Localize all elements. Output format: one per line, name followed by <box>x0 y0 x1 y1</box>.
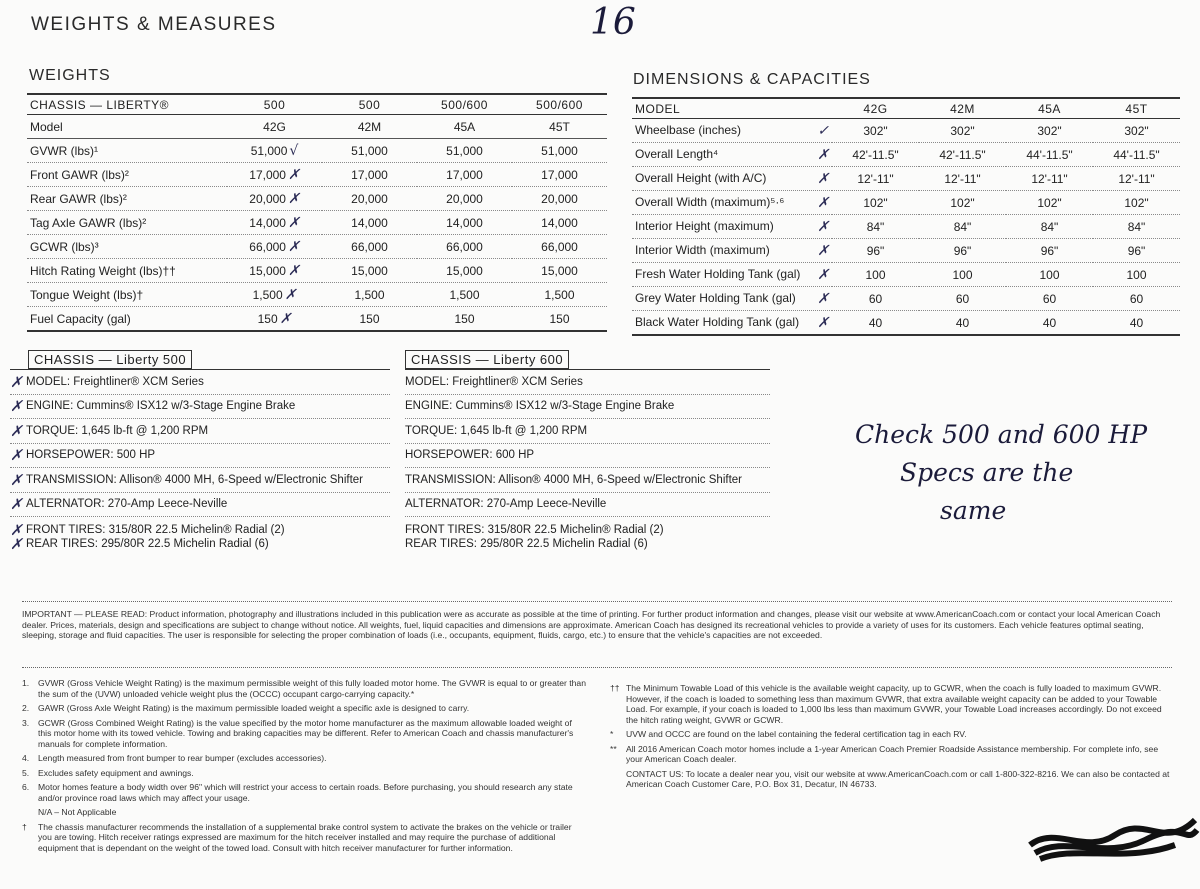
chassis-spec-text: MODEL: Freightliner® XCM Series <box>405 375 583 388</box>
table-cell: 84" <box>1093 215 1180 239</box>
table-cell <box>227 259 322 283</box>
table-cell: 12'-11" <box>919 167 1006 191</box>
footnote <box>610 744 1170 765</box>
footnote-text: Length measured from front bumper to rear bumper (excludes accessories). <box>38 753 327 763</box>
row-label-cell <box>632 311 832 336</box>
table-cell <box>512 163 607 187</box>
table-row <box>27 235 607 259</box>
footnote-key <box>22 807 38 818</box>
dimensions-heading: DIMENSIONS & CAPACITIES <box>633 71 871 88</box>
cell-value: 150 <box>454 311 475 326</box>
table-row <box>27 139 607 163</box>
footnote-text: Excludes safety equipment and awnings. <box>38 767 194 778</box>
cell-value: 51,000 <box>541 143 578 158</box>
row-label: Hitch Rating Weight (lbs)†† <box>27 259 227 283</box>
table-cell: 100 <box>1006 263 1093 287</box>
table-cell <box>512 211 607 235</box>
check-mark: ✗ <box>287 166 300 183</box>
table-cell <box>322 139 417 163</box>
table-cell: 45A <box>417 115 512 139</box>
chassis-spec-row <box>10 395 390 420</box>
table-cell: 100 <box>919 263 1006 287</box>
chassis-spec-row <box>405 523 770 537</box>
table-cell <box>417 307 512 332</box>
cell-value: 20,000 <box>541 191 578 206</box>
cell-value: 51,000 <box>250 143 288 158</box>
footnote-text: GCWR (Gross Combined Weight Rating) is the value specified by the motor home manufacturer as the maximum allowable loaded weight of this motor home with its towed vehicle. Towing and braking capacities may be different. Refer to American Coach and chassis manufacturer's manuals for complete information. <box>38 717 574 749</box>
cell-value: 14,000 <box>351 215 388 230</box>
header-cell: 500 <box>227 94 322 115</box>
cell-value: 17,000 <box>541 167 578 182</box>
table-cell: 42M <box>322 115 417 139</box>
row-label-cell <box>632 263 832 287</box>
chassis-spec-text: FRONT TIRES: 315/80R 22.5 Michelin® Radial (2) <box>26 524 285 536</box>
chassis-spec-text: TRANSMISSION: Allison® 4000 MH, 6-Speed w/Electronic Shifter <box>26 473 363 486</box>
table-cell: 40 <box>1093 311 1180 336</box>
table-row <box>632 215 1180 239</box>
row-label-cell <box>632 239 832 263</box>
check-mark: √ <box>289 142 299 159</box>
table-cell: 302" <box>919 119 1006 143</box>
table-cell: 60 <box>1093 287 1180 311</box>
footnote-text: The chassis manufacturer recommends the installation of a supplemental brake control system to activate the brakes on the vehicle or trailer you are towing. Hitch receiver ratings expressed are maximum for the hitch receiver installed and may require the purchase of additional equipment that is dependant on the weight of the towed load. Consult with hitch receiver manufacturer for further information. <box>38 821 572 853</box>
table-cell: 302" <box>1093 119 1180 143</box>
cell-value: 1,500 <box>354 287 385 302</box>
divider <box>22 667 1172 669</box>
check-mark: ✗ <box>817 194 829 211</box>
row-label: Wheelbase (inches) <box>635 122 742 137</box>
row-label: Overall Width (maximum)⁵·⁶ <box>635 194 785 209</box>
chassis-spec-row <box>10 468 390 493</box>
check-mark: ✗ <box>287 262 300 279</box>
footnote-key: †† <box>610 683 620 693</box>
chassis-spec-text: REAR TIRES: 295/80R 22.5 Michelin Radial (6) <box>26 538 269 550</box>
check-mark: ✗ <box>10 521 23 539</box>
check-mark: ✗ <box>284 286 297 303</box>
scribble-mark <box>1025 815 1200 865</box>
footnote <box>610 729 1170 740</box>
table-cell: 96" <box>919 239 1006 263</box>
row-label: GVWR (lbs)¹ <box>27 139 227 163</box>
table-cell: 102" <box>1006 191 1093 215</box>
chassis-spec-row <box>405 468 770 493</box>
footnote-key: 1. <box>22 678 30 688</box>
table-cell <box>512 235 607 259</box>
table-cell: 45T <box>512 115 607 139</box>
check-mark: ✗ <box>10 421 23 440</box>
table-cell <box>227 139 322 163</box>
chassis-spec-row <box>405 395 770 420</box>
check-mark: ✗ <box>10 372 23 391</box>
footnote <box>22 807 587 818</box>
table-cell: 96" <box>1093 239 1180 263</box>
check-mark: ✗ <box>279 310 292 327</box>
cell-value: 15,000 <box>351 263 388 278</box>
chassis-spec-text: ALTERNATOR: 270-Amp Leece-Neville <box>405 498 607 511</box>
table-cell <box>417 235 512 259</box>
cell-value: 66,000 <box>541 239 578 254</box>
check-mark: ✗ <box>10 470 23 489</box>
table-cell: 42'-11.5" <box>832 143 919 167</box>
weights-header-row <box>27 94 607 115</box>
chassis-spec-row <box>10 537 390 551</box>
footnote-key: ** <box>610 743 617 754</box>
table-cell <box>512 187 607 211</box>
table-cell <box>227 235 322 259</box>
table-cell: 96" <box>832 239 919 263</box>
check-mark: ✗ <box>287 190 300 207</box>
table-cell: 102" <box>919 191 1006 215</box>
check-mark: ✗ <box>817 314 829 331</box>
cell-value: 15,000 <box>541 263 578 278</box>
table-row <box>632 191 1180 215</box>
header-cell: 45A <box>1006 98 1093 119</box>
table-cell: 40 <box>919 311 1006 336</box>
table-cell <box>417 163 512 187</box>
table-row <box>632 119 1180 143</box>
table-cell: 60 <box>919 287 1006 311</box>
row-label: Black Water Holding Tank (gal) <box>635 314 800 329</box>
footnote <box>22 822 587 854</box>
row-label: Tag Axle GAWR (lbs)² <box>27 211 227 235</box>
footnote <box>22 782 587 803</box>
footnote <box>22 703 587 714</box>
row-label-cell <box>632 143 832 167</box>
chassis-spec-text: HORSEPOWER: 500 HP <box>26 449 156 462</box>
chassis-spec-text: MODEL: Freightliner® XCM Series <box>26 375 204 388</box>
cell-value: 15,000 <box>446 263 483 278</box>
cell-value: 66,000 <box>446 239 483 254</box>
table-cell: 40 <box>832 311 919 336</box>
table-cell: 102" <box>832 191 919 215</box>
table-cell: 100 <box>832 263 919 287</box>
chassis-spec-row <box>405 537 770 551</box>
table-row <box>632 263 1180 287</box>
chassis-spec-row <box>405 493 770 518</box>
cell-value: 1,500 <box>449 287 480 302</box>
row-label-cell <box>632 215 832 239</box>
note-line: same <box>940 496 1007 525</box>
cell-value: 66,000 <box>249 239 286 254</box>
header-cell: 45T <box>1093 98 1180 119</box>
cell-value: 150 <box>549 311 570 326</box>
row-label: Front GAWR (lbs)² <box>27 163 227 187</box>
cell-value: 14,000 <box>249 215 286 230</box>
table-row <box>632 311 1180 336</box>
header-cell: CHASSIS — LIBERTY® <box>27 94 227 115</box>
chassis-spec-text: TORQUE: 1,645 lb-ft @ 1,200 RPM <box>405 424 588 437</box>
chassis-spec-row <box>405 419 770 444</box>
footnotes-right <box>610 683 1170 794</box>
table-cell: 102" <box>1093 191 1180 215</box>
footnote <box>22 718 587 750</box>
table-cell <box>512 307 607 332</box>
table-cell: 302" <box>832 119 919 143</box>
cell-value: 51,000 <box>446 143 483 158</box>
check-mark: ✗ <box>10 495 23 514</box>
check-mark: ✗ <box>817 242 829 259</box>
row-label-cell <box>632 119 832 143</box>
cell-value: 150 <box>359 311 380 326</box>
footnote-text: UVW and OCCC are found on the label containing the federal certification tag in each RV. <box>626 729 967 739</box>
cell-value: 1,500 <box>544 287 575 302</box>
footnote-key: 4. <box>22 753 30 763</box>
footnote <box>610 769 1170 790</box>
header-cell: 500/600 <box>512 94 607 115</box>
check-mark: ✗ <box>10 446 23 465</box>
check-mark: ✗ <box>287 238 300 255</box>
table-cell: 84" <box>919 215 1006 239</box>
check-mark: ✗ <box>817 170 829 187</box>
table-cell <box>322 163 417 187</box>
important-notice: IMPORTANT — PLEASE READ: Product information, photography and illustrations included in this publication were as accurate as possible at the time of printing. For further product information and changes, please visit our website at www.AmericanCoach.com or contact your local American Coach dealer. Prices, materials, design and specifications are subject to change without notice. All weights, fuel, liquid capacities and dimensions are approximate. American Coach has designed its recreational vehicles to provide a variety of uses for its customers. Each vehicle features optimal seating, sleeping, storage and fluid capacities. The user is responsible for selecting the proper combination of loads (i.e., occupants, equipment, fluids, cargo, etc.) to ensure that the vehicle's capacities are not exceeded. <box>22 609 1161 640</box>
chassis-spec-row <box>10 493 390 518</box>
weights-table <box>27 93 607 332</box>
cell-value: 66,000 <box>351 239 388 254</box>
page-title: WEIGHTS & MEASURES <box>31 14 277 35</box>
table-cell <box>417 283 512 307</box>
table-row <box>27 187 607 211</box>
cell-value: 1,500 <box>252 287 283 302</box>
cell-value: 20,000 <box>249 191 286 206</box>
header-cell: 42G <box>832 98 919 119</box>
model-row <box>27 115 607 139</box>
header-cell: 500 <box>322 94 417 115</box>
footnote-text: All 2016 American Coach motor homes include a 1-year American Coach Premier Roadside Assistance membership. For complete info, see your American Coach dealer. <box>626 743 1159 764</box>
table-cell: 84" <box>1006 215 1093 239</box>
row-label: Fuel Capacity (gal) <box>27 307 227 332</box>
check-mark: ✓ <box>817 122 829 139</box>
row-label-cell <box>632 191 832 215</box>
table-cell <box>512 139 607 163</box>
table-cell: 60 <box>832 287 919 311</box>
note-line: Check 500 and 600 HP <box>855 420 1148 449</box>
header-cell: 500/600 <box>417 94 512 115</box>
table-cell: 12'-11" <box>832 167 919 191</box>
row-label-cell <box>632 287 832 311</box>
table-cell <box>322 307 417 332</box>
table-cell <box>227 283 322 307</box>
cell-value: 17,000 <box>249 167 286 182</box>
divider <box>22 601 1172 603</box>
footnote-text: GAWR (Gross Axle Weight Rating) is the maximum permissible loaded weight a specific axle is designed to carry. <box>38 703 470 713</box>
chassis-spec-row <box>10 444 390 469</box>
table-cell: 12'-11" <box>1093 167 1180 191</box>
check-mark: ✗ <box>287 214 300 231</box>
cell-value: 51,000 <box>351 143 388 158</box>
footnote-text: The Minimum Towable Load of this vehicle is the available weight capacity, up to GCWR, when the coach is fully loaded to maximum GVWR. However, if the coach is loaded to something less than maximum GVWR, that extra available weight capacity can be added to your Towable Load. For example, if your coach is loaded to 1,000 lbs less than maximum GVWR, your Towable Load increases accordingly. Do not exceed the hitch rating weight, GVWR or GCWR. <box>626 683 1162 725</box>
footnote-key: 5. <box>22 767 30 778</box>
table-cell: 12'-11" <box>1006 167 1093 191</box>
table-cell <box>322 283 417 307</box>
table-row <box>632 287 1180 311</box>
chassis-600-title: CHASSIS — Liberty 600 <box>405 350 569 369</box>
row-label: Tongue Weight (lbs)† <box>27 283 227 307</box>
footnote-text: N/A – Not Applicable <box>38 807 117 817</box>
table-cell <box>227 187 322 211</box>
table-row <box>27 163 607 187</box>
footnote-key: 3. <box>22 717 30 728</box>
chassis-spec-text: HORSEPOWER: 600 HP <box>405 449 535 462</box>
table-row <box>632 167 1180 191</box>
cell-value: 150 <box>257 311 278 326</box>
footnote <box>610 683 1170 725</box>
chassis-spec-row <box>10 419 390 444</box>
chassis-spec-text: ENGINE: Cummins® ISX12 w/3-Stage Engine Brake <box>26 400 296 413</box>
table-cell <box>322 187 417 211</box>
row-label: Overall Height (with A/C) <box>635 170 767 185</box>
footnotes-left <box>22 678 587 857</box>
table-row <box>632 143 1180 167</box>
table-cell: Model <box>27 115 227 139</box>
chassis-spec-text: REAR TIRES: 295/80R 22.5 Michelin Radial (6) <box>405 538 648 550</box>
cell-value: 14,000 <box>541 215 578 230</box>
chassis-spec-text: TORQUE: 1,645 lb-ft @ 1,200 RPM <box>26 424 209 437</box>
chassis-spec-text: TRANSMISSION: Allison® 4000 MH, 6-Speed w/Electronic Shifter <box>405 473 742 486</box>
row-label: Overall Length⁴ <box>635 146 719 161</box>
check-mark: ✗ <box>817 146 829 163</box>
dimensions-table <box>632 97 1180 336</box>
table-cell: 40 <box>1006 311 1093 336</box>
table-cell <box>512 259 607 283</box>
chassis-spec-text: ALTERNATOR: 270-Amp Leece-Neville <box>26 498 228 511</box>
table-row <box>27 259 607 283</box>
footnote-key: 6. <box>22 782 30 792</box>
handwritten-note <box>855 416 1147 530</box>
table-row <box>27 283 607 307</box>
table-cell: 44'-11.5" <box>1006 143 1093 167</box>
row-label: GCWR (lbs)³ <box>27 235 227 259</box>
row-label: Interior Height (maximum) <box>635 218 774 233</box>
weights-heading: WEIGHTS <box>29 67 111 84</box>
table-row <box>27 211 607 235</box>
footnote <box>22 678 587 699</box>
table-cell <box>227 307 322 332</box>
cell-value: 20,000 <box>446 191 483 206</box>
table-cell <box>322 235 417 259</box>
note-line: Specs are the <box>900 458 1074 487</box>
footnote-key: † <box>22 821 27 832</box>
chassis-600-box <box>405 350 770 555</box>
table-cell <box>417 259 512 283</box>
table-cell <box>322 259 417 283</box>
footnote <box>22 753 587 764</box>
table-row <box>632 239 1180 263</box>
table-cell <box>227 163 322 187</box>
table-cell <box>417 187 512 211</box>
footnote-text: GVWR (Gross Vehicle Weight Rating) is the maximum permissible weight of this fully loaded motor home. The GVWR is equal to or greater than the sum of the (UVW) unloaded vehicle weight plus the (OCCC) occupant cargo-carrying capacity.* <box>38 678 586 699</box>
cell-value: 17,000 <box>351 167 388 182</box>
table-cell: 96" <box>1006 239 1093 263</box>
table-cell: 84" <box>832 215 919 239</box>
chassis-500-box <box>10 350 390 553</box>
cell-value: 17,000 <box>446 167 483 182</box>
chassis-spec-row <box>10 523 390 537</box>
table-cell: 100 <box>1093 263 1180 287</box>
table-row <box>27 307 607 332</box>
table-cell <box>227 211 322 235</box>
chassis-500-title: CHASSIS — Liberty 500 <box>28 350 192 369</box>
footnote-text: CONTACT US: To locate a dealer near you, visit our website at www.AmericanCoach.com or call 1-800-322-8216. We can also be contacted at American Coach Customer Care, P.O. Box 31, Decatur, IN 46733. <box>626 768 1170 789</box>
chassis-spec-text: ENGINE: Cummins® ISX12 w/3-Stage Engine Brake <box>405 400 675 413</box>
cell-value: 15,000 <box>249 263 286 278</box>
footnote-key: * <box>610 729 614 739</box>
check-mark: ✗ <box>10 397 23 416</box>
check-mark: ✗ <box>817 290 829 307</box>
handwritten-page-number: 16 <box>590 2 636 43</box>
row-label: Rear GAWR (lbs)² <box>27 187 227 211</box>
check-mark: ✗ <box>817 218 829 235</box>
row-label-cell <box>632 167 832 191</box>
chassis-spec-row <box>405 370 770 395</box>
table-cell: 42'-11.5" <box>919 143 1006 167</box>
header-cell: MODEL <box>632 98 832 119</box>
check-mark: ✗ <box>817 266 829 283</box>
table-cell: 60 <box>1006 287 1093 311</box>
chassis-spec-row <box>405 444 770 469</box>
footnote <box>22 768 587 779</box>
row-label: Fresh Water Holding Tank (gal) <box>635 266 801 281</box>
row-label: Grey Water Holding Tank (gal) <box>635 290 796 305</box>
table-cell <box>417 211 512 235</box>
header-cell: 42M <box>919 98 1006 119</box>
table-cell: 302" <box>1006 119 1093 143</box>
footnote-key: 2. <box>22 703 30 713</box>
table-cell: 42G <box>227 115 322 139</box>
table-cell <box>512 283 607 307</box>
footnote-text: Motor homes feature a body width over 96" which will restrict your access to certain roads. Before purchasing, you should research any state and/or province road laws which may affect your usage. <box>38 782 573 803</box>
footnote-key <box>610 769 626 790</box>
check-mark: ✗ <box>10 535 23 553</box>
cell-value: 14,000 <box>446 215 483 230</box>
chassis-spec-row <box>10 370 390 395</box>
table-cell <box>417 139 512 163</box>
chassis-spec-text: FRONT TIRES: 315/80R 22.5 Michelin® Radial (2) <box>405 524 664 536</box>
dimensions-header-row <box>632 98 1180 119</box>
cell-value: 20,000 <box>351 191 388 206</box>
table-cell <box>322 211 417 235</box>
table-cell: 44'-11.5" <box>1093 143 1180 167</box>
row-label: Interior Width (maximum) <box>635 242 770 257</box>
